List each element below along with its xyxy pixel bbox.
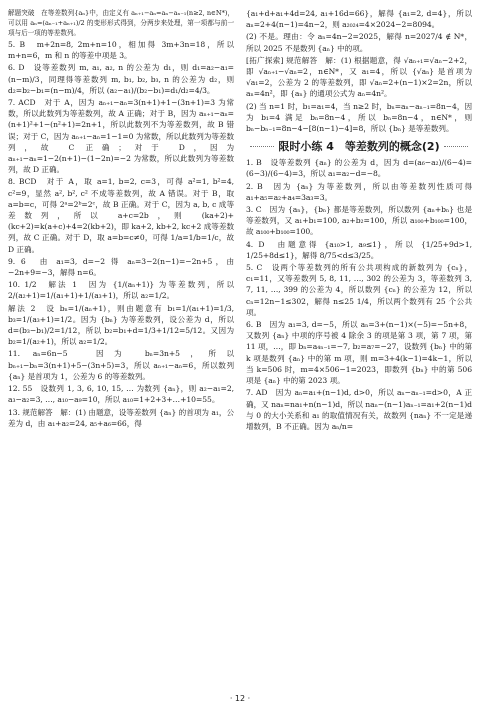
quiz-answer-4: 4. D 由题意得 {a₁₀>1, a₉≤1}，所以 {1/25+9d>1, 1/25+8d≤1}，解得 8/75<d≤3/25。 [246, 239, 472, 260]
quiz-answer-6: 6. B 因为 a₁=3, d=−5，所以 aₙ=3+(n−1)×(−5)=−5n+8，又数列 {aₙ} 中项的序号被 4 除余 3 的项是第 3 项，第 7 项，第 11 项，…，即 bₙ=a₄ₙ₋₁=−7, b₂=a₇=−27，设数列 {bₙ} 中的第 k 项是数列 {aₙ} 中的第 m 项，则 m=3+4(k−1)=4k−1，所以当 k=506 时，m=4×506−1=2023，即数列 {bₙ} 中的第 506 项是 {aₙ} 中的第 2023 项。 [246, 320, 472, 386]
section-title-row [246, 138, 472, 154]
quiz-answer-1: 1. B 设等差数列 {aₙ} 的公差为 d，因为 d=(a₆−a₂)/(6−4)=(6−3)/(6−4)=3，所以 a₁=a₂−d=−8。 [246, 158, 472, 179]
answer-12: 12. 55 设数列 1, 3, 6, 10, 15, … 为数列 {aₙ}，则 a₂−a₁=2, a₃−a₂=3, …, a₁₀−a₉=10，所以 a₁₀=1+2+3+…+10=55。 [8, 384, 234, 405]
answer-11: 11. aₙ=6n−5 因为 bₙ=3n+5，所以 bₙ₊₁−bₙ=3(n+1)+5−(3n+5)=3，所以 aₙ₊₁−aₙ=6，所以数列 {aₙ} 是首项为 1，公差为 6 的等差数列。 [8, 349, 234, 381]
title-rule-left [250, 146, 274, 147]
answer-5: 5. B m+2n=8, 2m+n=10，相加得 3m+3n=18，所以 m+n=6，m 和 n 的等差中项是 3。 [8, 40, 234, 61]
title-rule-right [444, 146, 468, 147]
solution-breakthrough-note: 解题突破 在等差数列{aₙ}中，由定义有 aₙ₊₁−aₙ=aₙ−aₙ₋₁(n≥2, n∈N*)，可以用 aₙ=(aₙ₋₁+aₙ₊₁)/2 的变形形式得到，分两步来处理，第一项都与前一项与后一项的等差数列。 [8, 9, 234, 37]
quiz-answer-2: 2. B 因为 {aₙ} 为等差数列，所以由等差数列性质可得 a₁+a₅=a₂+a₄=3a₃=3。 [246, 181, 472, 202]
page-number: · 12 · [229, 694, 251, 703]
answer-10-method-2: 解法 2 设 bₙ=1/(aₙ+1)，则由题意有 b₁=1/(a₁+1)=1/3, b₃=1/(a₃+1)=1/2。因为 {bₙ} 为等差数列，设公差为 d，所以 d=(b₃−b₁)/2=1/12，所以 b₂=b₁+d=1/3+1/12=5/12。又因为 b₂=1/(a₂+1)，所以 a₂=1/2。 [8, 303, 234, 347]
extension-exploration: [拓广探索] 规范解答 解：(1) 根据题意，得 √aₙ₊₁=√aₙ−2+2，即 √aₙ₊₁−√aₙ=2，n∈N*，又 a₁=4，所以 {√aₙ} 是首项为 √a₁=2，公差为 2 的等差数列，即 √aₙ=2+(n−1)×2=2n，所以 aₙ=4n²，即 {aₙ} 的通项公式为 aₙ=4n²。 [246, 55, 472, 99]
answer-10-method-1: 10. 1/2 解法 1 因为 {1/(aₙ+1)} 为等差数列，所以 2/(a₂+1)=1/(a₁+1)+1/(a₃+1)，所以 a₂=1/2。 [8, 280, 234, 301]
answer-13-continued: {a₁+d+a₁+4d=24, a₁+16d=66}，解得 {a₁=2, d=4}，所以 aₙ=2+4(n−1)=4n−2，则 a₂₀₂₄=4×2024−2=8094。 [246, 9, 472, 30]
answer-9: 9. 6 由 a₁=3, d=−2 得 aₙ=3−2(n−1)=−2n+5，由 −2n+9=−3，解得 n=6。 [8, 256, 234, 278]
answer-6: 6. D 设等差数列 m, a₁, a₂, n 的公差为 d₁，则 d₁=a₂−a₁=(n−m)/3，同理得等差数列 m, b₁, b₂, b₃, n 的公差为 d₂，则 d₂=b₂−b₁=(n−m)/4，所以 (a₂−a₁)/(b₂−b₁)=d₁/d₂=4/3。 [8, 63, 234, 95]
answer-13-part-2: (2) 不是。理由：令 aₙ=4n−2=2025，解得 n=2027/4 ∉ N*，所以 2025 不是数列 {aₙ} 中的项。 [246, 32, 472, 53]
left-column [8, 8, 234, 688]
quiz-answer-3: 3. C 因为 {aₙ}，{bₙ} 都是等差数列，所以数列 {aₙ+bₙ} 也是等差数列，又 a₁+b₁=100, a₂+b₂=100，所以 a₁₀₀+b₁₀₀=100，故 a₁₀₀+b₁₀₀=100。 [246, 205, 472, 237]
answer-8: 8. BCD 对于 A，取 a=1, b=2, c=3，可得 a²=1, b²=4, c²=9，显然 a², b², c² 不成等差数列，故 A 错误。对于 B，取 a=b=c，可得 2ᵃ=2ᵇ=2ᶜ，故 B 正确。对于 C，因为 a, b, c 成等差数列，所以 a+c=2b，则 (ka+2)+(kc+2)=k(a+c)+4=2(kb+2)，即 ka+2, kb+2, kc+2 成等差数列，故 C 正确。对于 D，取 a=b=c≠0，可得 1/a=1/b=1/c，故 D 正确。 [8, 177, 234, 254]
answer-13: 13. 规范解答 解：(1) 由题意，设等差数列 {aₙ} 的首项为 a₁，公差为 d，由 a₁+a₂=24, a₅+a₆=66，得 [8, 407, 234, 428]
answer-7: 7. ACD 对于 A，因为 aₙ₊₁−aₙ=3(n+1)+1−(3n+1)=3 为常数，所以此数列为等差数列，故 A 正确；对于 B，因为 aₙ₊₁−aₙ=(n+1)²+1−(n²+1)=2n+1，所以此数列不为等差数列，故 B 错误；对于 C，因为 aₙ₊₁−aₙ=1−1=0 为常数，所以此数列为等差数列，故 C 正确；对于 D，因为 aₙ₊₁−aₙ=1−2(n+1)−(1−2n)=−2 为常数，所以此数列为等差数列，故 D 正确。 [8, 98, 234, 175]
quiz-answer-7: 7. AD 因为 aₙ=a₁+(n−1)d, d>0，所以 aₙ−aₙ₋₁=d>0，A 正确，又 naₙ=na₁+n(n−1)d，所以 naₙ−(n−1)aₙ₋₁=a₁+2(n−1)d 与 0 的大小关系和 a₁ 的取值情况有关，故数列 {naₙ} 不一定是递增数列，B 不正确。因为 aₙ/n= [246, 388, 472, 431]
extension-part-2: (2) 当 n=1 时，b₁=a₁=4，当 n≥2 时，bₙ=aₙ−aₙ₋₁=8n−4，因为 b₁=4 满足 bₙ=8n−4，所以 bₙ=8n−4，n∈N*，则 bₙ−bₙ₋₁=8n−4−[8(n−1)−4]=8，所以 {bₙ} 是等差数列。 [246, 101, 472, 134]
section-title: 限时小练 4 等差数列的概念(2) [278, 140, 440, 154]
quiz-answer-5: 5. C 设两个等差数列的所有公共项构成的新数列为 {cₙ}，c₁=11，又等差数列 5, 8, 11, …, 302 的公差为 3，等差数列 3, 7, 11, …, 399 的公差为 4，所以数列 {cₙ} 的公差为 12，所以 cₙ=12n−1≤302，解得 n≤25 1/4，所以两个数列有 25 个公共项。 [246, 263, 472, 317]
right-column [246, 8, 472, 688]
